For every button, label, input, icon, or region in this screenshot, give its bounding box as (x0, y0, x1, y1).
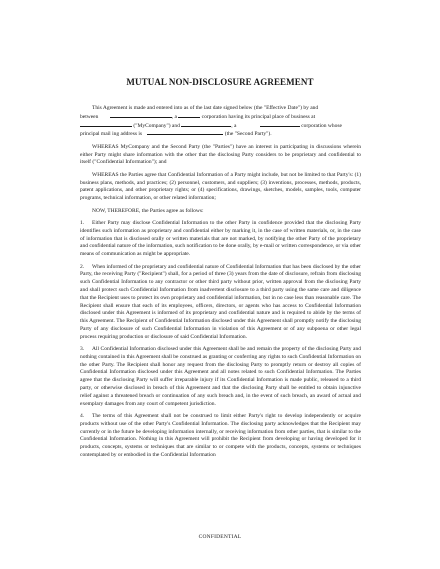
intro-a-2: , a (231, 122, 237, 129)
intro-mailing-address: principal mail ing address is (80, 131, 143, 138)
whereas-paragraph-1: WHEREAS MyCompany and the Second Party (the "Parties") have an interest in participating in discussions wherein either Party might share information with the other that the disclosing Party considers to be proprietary and confidential to itself ("Confidential Information"); and (80, 143, 361, 166)
clause-4 (80, 413, 361, 460)
clause-2 (80, 264, 361, 342)
now-therefore-paragraph: NOW, THEREFORE, the Parties agree as follows: (92, 207, 204, 214)
intro-line-3 (80, 122, 361, 131)
intro-line-1: This Agreement is made and entered into as of the last date signed below (the "Effective Date") by and (92, 105, 319, 111)
intro-a-1: , a (171, 113, 177, 120)
clause-3 (80, 346, 361, 408)
clause-1 (80, 220, 361, 259)
document-body (80, 105, 361, 464)
clause-4-number: 4. (80, 413, 85, 420)
intro-line-4 (80, 130, 361, 139)
intro-principal-place: corporation having its principal place of business at (201, 113, 316, 120)
clause-2-text: When informed of the proprietary and confidential nature of Confidential Information that has been disclosed by the other Party, the receiving Party ("Recipient") shall, for a period of three (3) years from the date of disclosure, refrain from disclosing such Confidential Information to any contractor or other third party without prior, written approval from the disclosing Party and shall protect such Confidential Information from inadvertent disclosure to a third party using the same care and diligence that the Recipient uses to protect its own proprietary and confidential information, but in no case less than reasonable care. The Recipient shall ensure that each of its employees, officers, directors, or agents who has access to Confidential Information disclosed under this Agreement is informed of its proprietary and confidential nature and is required to abide by the terms of this Agreement. The Recipient of Confidential Information disclosed under this Agreement shall promptly notify the disclosing Party of any disclosure of such Confidential Information in violation of this Agreement or of any subpoena or other legal process requiring production or disclosure of said Confidential Information. (80, 263, 361, 340)
confidential-footer: CONFIDENTIAL (198, 534, 242, 540)
intro-between: between (80, 113, 99, 120)
intro-paragraph (80, 105, 361, 139)
intro-mycompany: ("MyCompany") and (133, 122, 180, 129)
clause-1-number: 1. (80, 219, 85, 226)
whereas-paragraph-2: WHEREAS the Parties agree that Confidential Information of a Party might include, but not be limited to that Party's: (1) business plans, methods, and practices; (2) personnel, customers, and suppliers; (3) inventions, processes, methods, products, patent applications, and other proprietary rights; or (4) specifications, drawings, sketches, models, samples, tools, computer programs, technical information, or other related information; (80, 171, 361, 202)
company-address-blank (80, 122, 132, 127)
document-title: MUTUAL NON-DISCLOSURE AGREEMENT (126, 77, 314, 87)
clause-3-number: 3. (80, 346, 85, 353)
company-name-blank (110, 113, 172, 118)
intro-corporation-whose: corporation whose (301, 122, 342, 129)
intro-line-2 (80, 113, 361, 122)
clause-4-text: The terms of this Agreement shall not be construed to limit either Party's right to develop independently or acquire products without use of the other Party's Confidential Information. The disclosing party acknowledges that the Recipient may currently or in the future be developing information internally, or receiving information from other parties, that is similar to the Confidential Information. Nothing in this Agreement will prohibit the Recipient from developing or having developed for it products, concepts, systems or techniques that are similar to or compete with the products, concepts, systems or techniques contemplated by or embodied in the Confidential Information (80, 413, 361, 459)
clause-2-number: 2. (80, 263, 85, 270)
second-party-state-blank (260, 122, 300, 127)
second-party-address-blank (147, 130, 223, 135)
intro-second-party: (the "Second Party"). (224, 131, 272, 138)
company-state-blank (178, 113, 200, 118)
second-party-name-blank (181, 122, 231, 127)
clause-3-text: All Confidential Information disclosed under this Agreement shall be and remain the property of the disclosing Party and nothing contained in this Agreement shall be construed as granting or conferring any rights to such Confidential Information on the other Party. The Recipient shall honor any request from the disclosing Party to promptly return or destroy all copies of Confidential Information disclosed under this Agreement and all notes related to such Confidential Information. The Parties agree that the disclosing Party will suffer irreparable injury if its Confidential Information is made public, released to a third party, or otherwise disclosed in breach of this Agreement and that the disclosing Party shall be entitled to obtain injunctive relief against a threatened breach or continuation of any such breach and, in the event of such breach, an award of actual and exemplary damages from any court of competent jurisdiction. (80, 346, 361, 407)
clause-1-text: Either Party may disclose Confidential Information to the other Party in confidence provided that the disclosing Party identifies such information as proprietary and confidential either by marking it, in the case of written materials, or, in the case of information that is disclosed orally or written materials that are not marked, by notifying the other Party of the proprietary and confidential nature of the information, such notification to be done orally, by e-mail or written correspondence, or via other means of communication as might be appropriate. (80, 219, 361, 258)
